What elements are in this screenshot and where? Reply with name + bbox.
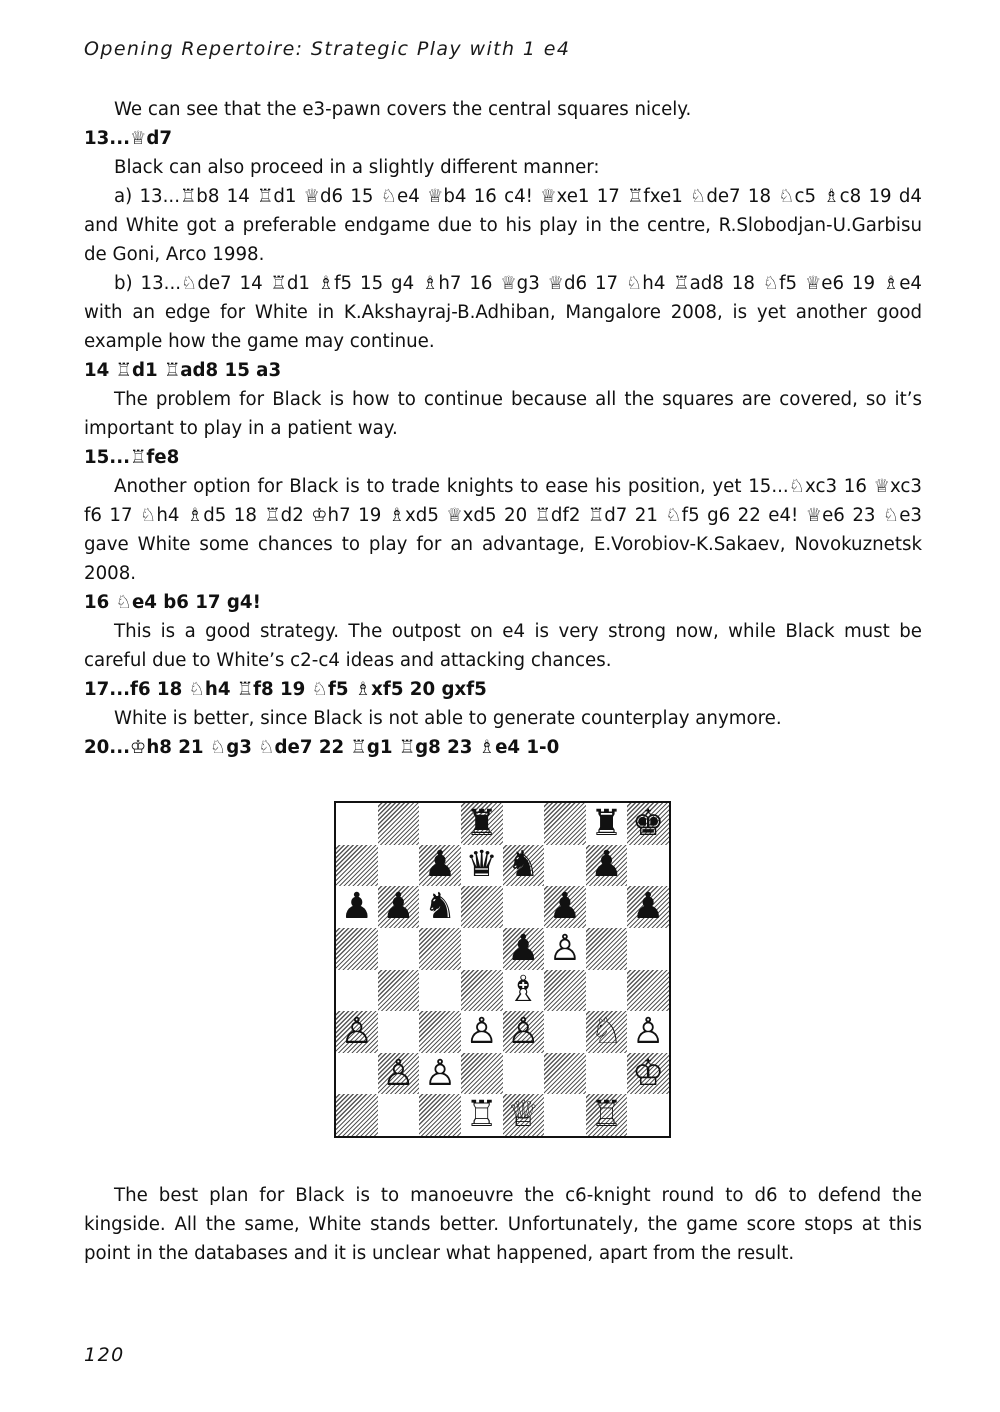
chess-piece: ♙ xyxy=(423,1052,457,1094)
board-square xyxy=(461,803,503,845)
board-square xyxy=(503,803,545,845)
board-square xyxy=(461,928,503,970)
board-square xyxy=(544,886,586,928)
board-square xyxy=(378,1094,420,1136)
chess-diagram xyxy=(334,801,671,1138)
board-square xyxy=(378,928,420,970)
board-square xyxy=(419,1011,461,1053)
chess-piece: ♟ xyxy=(340,886,373,928)
move-line: 15...♖fe8 xyxy=(84,447,180,468)
paragraph: Black can also proceed in a slightly different manner: xyxy=(114,157,600,178)
chess-piece: ♟ xyxy=(548,886,582,928)
board-square xyxy=(627,1094,669,1136)
board-square xyxy=(336,928,378,970)
chess-piece: ♖ xyxy=(465,1094,498,1136)
paragraph: Another option for Black is to trade knights to ease his position, yet 15...♘xc3 16 ♕xc3 f6 17 ♘h4 ♗d5 18 ♖d2 ♔h7 19 ♗xd5 ♕xd5 20 ♖df2 ♖d7 21 ♘f5 g6 22 e4! ♕e6 23 ♘e3 gave White some chances to play for an advantage, E.Vorobiov-K.Sakaev, Novokuznetsk 2008. xyxy=(84,476,922,584)
board-square xyxy=(503,886,545,928)
board-square xyxy=(544,1094,586,1136)
board-square xyxy=(461,1053,503,1095)
board-square xyxy=(544,845,586,887)
board-square xyxy=(627,845,669,887)
board-square xyxy=(586,886,628,928)
board-square xyxy=(544,970,586,1012)
board-square xyxy=(503,928,545,970)
chess-piece: ♟ xyxy=(507,927,540,969)
chess-piece: ♙ xyxy=(340,1010,373,1052)
board-square xyxy=(419,803,461,845)
board-square xyxy=(503,1053,545,1095)
board-square xyxy=(627,1011,669,1053)
board-square xyxy=(586,928,628,970)
board-square xyxy=(336,803,378,845)
chess-piece: ♗ xyxy=(507,969,540,1011)
chess-piece: ♟ xyxy=(382,886,415,928)
board-square xyxy=(461,970,503,1012)
board-square xyxy=(378,1053,420,1095)
board-square xyxy=(461,1011,503,1053)
board-square xyxy=(461,1094,503,1136)
chess-piece: ♘ xyxy=(590,1010,623,1052)
chess-piece: ♙ xyxy=(507,1010,540,1052)
board-square xyxy=(627,886,669,928)
board-square xyxy=(378,845,420,887)
board-square xyxy=(503,970,545,1012)
board-square xyxy=(586,845,628,887)
chess-piece: ♙ xyxy=(382,1052,415,1094)
move-line: 16 ♘e4 b6 17 g4! xyxy=(84,592,261,613)
paragraph: b) 13...♘de7 14 ♖d1 ♗f5 15 g4 ♗h7 16 ♕g3 ♕d6 17 ♘h4 ♖ad8 18 ♘f5 ♕e6 19 ♗e4 with an edge for White in K.Akshayraj-B.Adhiban, Mangalore 2008, is yet another good example how the game may continue. xyxy=(84,273,922,352)
page-number: 120 xyxy=(84,1344,125,1366)
board-square xyxy=(627,803,669,845)
board-square xyxy=(419,928,461,970)
chess-piece: ♔ xyxy=(632,1052,665,1094)
board-square xyxy=(586,1053,628,1095)
chess-piece: ♛ xyxy=(465,844,498,886)
board-square xyxy=(503,1094,545,1136)
board-square xyxy=(336,886,378,928)
board-square xyxy=(544,1053,586,1095)
chess-piece: ♖ xyxy=(590,1094,623,1136)
board-square xyxy=(586,803,628,845)
board-square xyxy=(378,803,420,845)
board-square xyxy=(627,970,669,1012)
board-square xyxy=(378,886,420,928)
paragraph: The problem for Black is how to continue because all the squares are covered, so it’s important to play in a patient way. xyxy=(84,389,922,439)
move-line: 13...♕d7 xyxy=(84,128,173,149)
chess-piece: ♙ xyxy=(548,927,582,969)
chess-piece: ♟ xyxy=(423,844,457,886)
chess-piece: ♕ xyxy=(507,1094,540,1136)
chess-piece: ♙ xyxy=(465,1010,498,1052)
body-text xyxy=(84,95,922,762)
chess-piece: ♜ xyxy=(465,802,498,844)
board-square xyxy=(627,1053,669,1095)
board-square xyxy=(378,1011,420,1053)
paragraph: We can see that the e3-pawn covers the central squares nicely. xyxy=(114,99,692,120)
board-square xyxy=(336,1094,378,1136)
board-square xyxy=(503,1011,545,1053)
board-square xyxy=(586,1094,628,1136)
board-square xyxy=(336,1053,378,1095)
paragraph: a) 13...♖b8 14 ♖d1 ♕d6 15 ♘e4 ♕b4 16 c4! ♕xe1 17 ♖fxe1 ♘de7 18 ♘c5 ♗c8 19 d4 and White got a preferable endgame due to his play in the centre, R.Slobodjan-U.Garbisu de Goni, Arco 1998. xyxy=(84,186,922,265)
chess-piece: ♞ xyxy=(507,844,540,886)
chess-board xyxy=(336,803,669,1136)
board-square xyxy=(336,845,378,887)
paragraph: White is better, since Black is not able to generate counterplay anymore. xyxy=(114,708,782,729)
board-square xyxy=(336,970,378,1012)
board-square xyxy=(419,886,461,928)
move-line: 14 ♖d1 ♖ad8 15 a3 xyxy=(84,360,282,381)
board-square xyxy=(627,928,669,970)
board-square xyxy=(461,845,503,887)
running-head: Opening Repertoire: Strategic Play with 1 e4 xyxy=(84,38,571,60)
closing-paragraph: The best plan for Black is to manoeuvre the c6-knight round to d6 to defend the kingside. All the same, White stands better. Unfortunately, the game score stops at this point in the databases and it is unclear what happened, apart from the result. xyxy=(84,1185,922,1264)
board-square xyxy=(544,1011,586,1053)
board-square xyxy=(461,886,503,928)
board-square xyxy=(586,1011,628,1053)
paragraph: This is a good strategy. The outpost on e4 is very strong now, while Black must be careful due to White’s c2-c4 ideas and attacking chances. xyxy=(84,621,922,671)
move-line: 20...♔h8 21 ♘g3 ♘de7 22 ♖g1 ♖g8 23 ♗e4 1-0 xyxy=(84,737,560,758)
board-square xyxy=(586,970,628,1012)
move-line: 17...f6 18 ♘h4 ♖f8 19 ♘f5 ♗xf5 20 gxf5 xyxy=(84,679,487,700)
board-square xyxy=(544,928,586,970)
chess-piece: ♟ xyxy=(590,844,623,886)
board-square xyxy=(378,970,420,1012)
board-square xyxy=(419,970,461,1012)
chess-piece: ♜ xyxy=(590,802,623,844)
chess-piece: ♙ xyxy=(632,1010,665,1052)
chess-piece: ♞ xyxy=(423,886,457,928)
chess-piece: ♚ xyxy=(632,802,665,844)
board-square xyxy=(336,1011,378,1053)
board-square xyxy=(503,845,545,887)
board-square xyxy=(419,1053,461,1095)
board-square xyxy=(419,1094,461,1136)
board-square xyxy=(419,845,461,887)
chess-piece: ♟ xyxy=(632,886,665,928)
board-square xyxy=(544,803,586,845)
